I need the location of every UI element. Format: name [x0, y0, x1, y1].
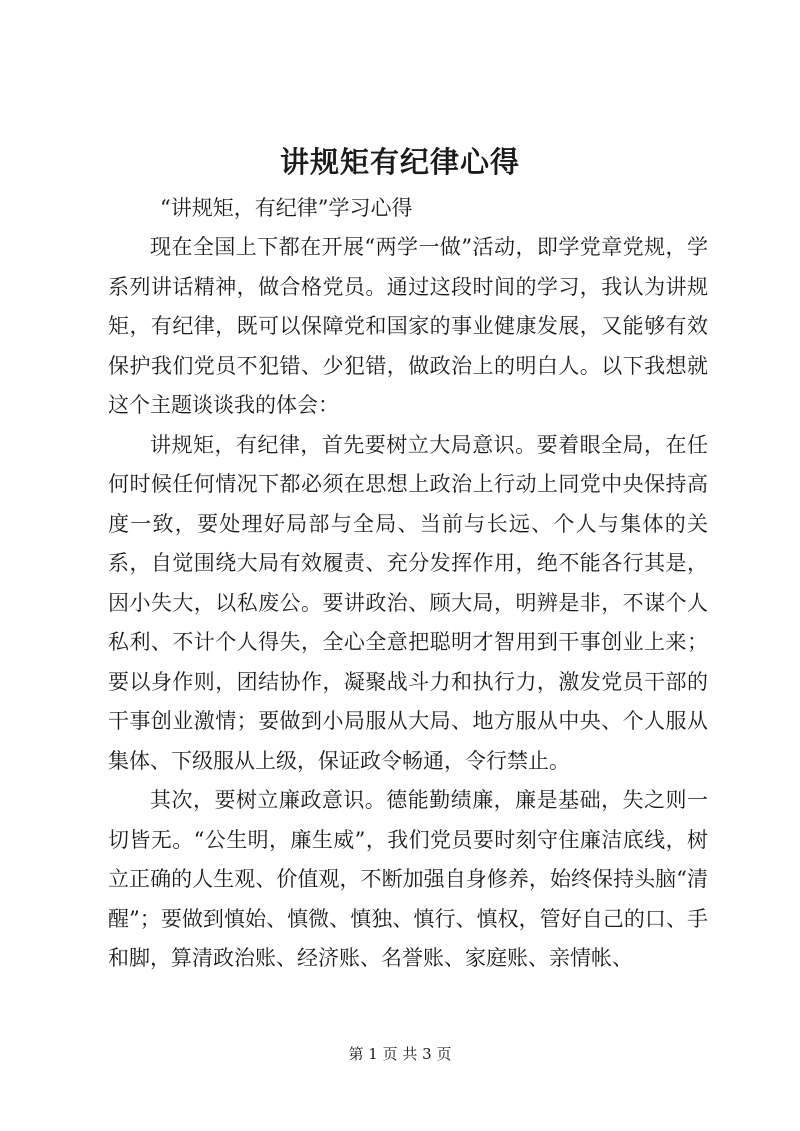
paragraph: 其次，要树立廉政意识。德能勤绩廉，廉是基础，失之则一切皆无。“公生明，廉生威”，我们党员要时刻守住廉洁底线，树立正确的人生观、价值观，不断加强自身修养，始终保持头脑“清醒”；要做到慎始、慎微、慎独、慎行、慎权，管好自己的口、手和脚，算清政治账、经济账、名誉账、家庭账、亲情帐、 — [108, 788, 708, 970]
paragraph: 现在全国上下都在开展“两学一做”活动，即学党章党规，学系列讲话精神，做合格党员。通过这段时间的学习，我认为讲规矩，有纪律，既可以保障党和国家的事业健康发展，又能够有效保护我们党员不犯错、少犯错，做政治上的明白人。以下我想就这个主题谈谈我的体会： — [108, 235, 708, 417]
document-body — [108, 228, 708, 979]
paragraph: 讲规矩，有纪律，首先要树立大局意识。要着眼全局，在任何时候任何情况下都必须在思想上政治上行动上同党中央保持高度一致，要处理好局部与全局、当前与长远、个人与集体的关系，自觉围绕大局有效履责、充分发挥作用，绝不能各行其是，因小失大，以私废公。要讲政治、顾大局，明辨是非，不谋个人私利、不计个人得失，全心全意把聪明才智用到干事创业上来；要以身作则，团结协作，凝聚战斗力和执行力，激发党员干部的干事创业激情；要做到小局服从大局、地方服从中央、个人服从集体、下级服从上级，保证政令畅通，令行禁止。 — [108, 432, 708, 773]
document-subtitle: “讲规矩，有纪律”学习心得 — [160, 196, 413, 220]
document-title: 讲规矩有纪律心得 — [279, 145, 520, 179]
page-footer: 第 1 页 共 3 页 — [348, 1045, 452, 1063]
